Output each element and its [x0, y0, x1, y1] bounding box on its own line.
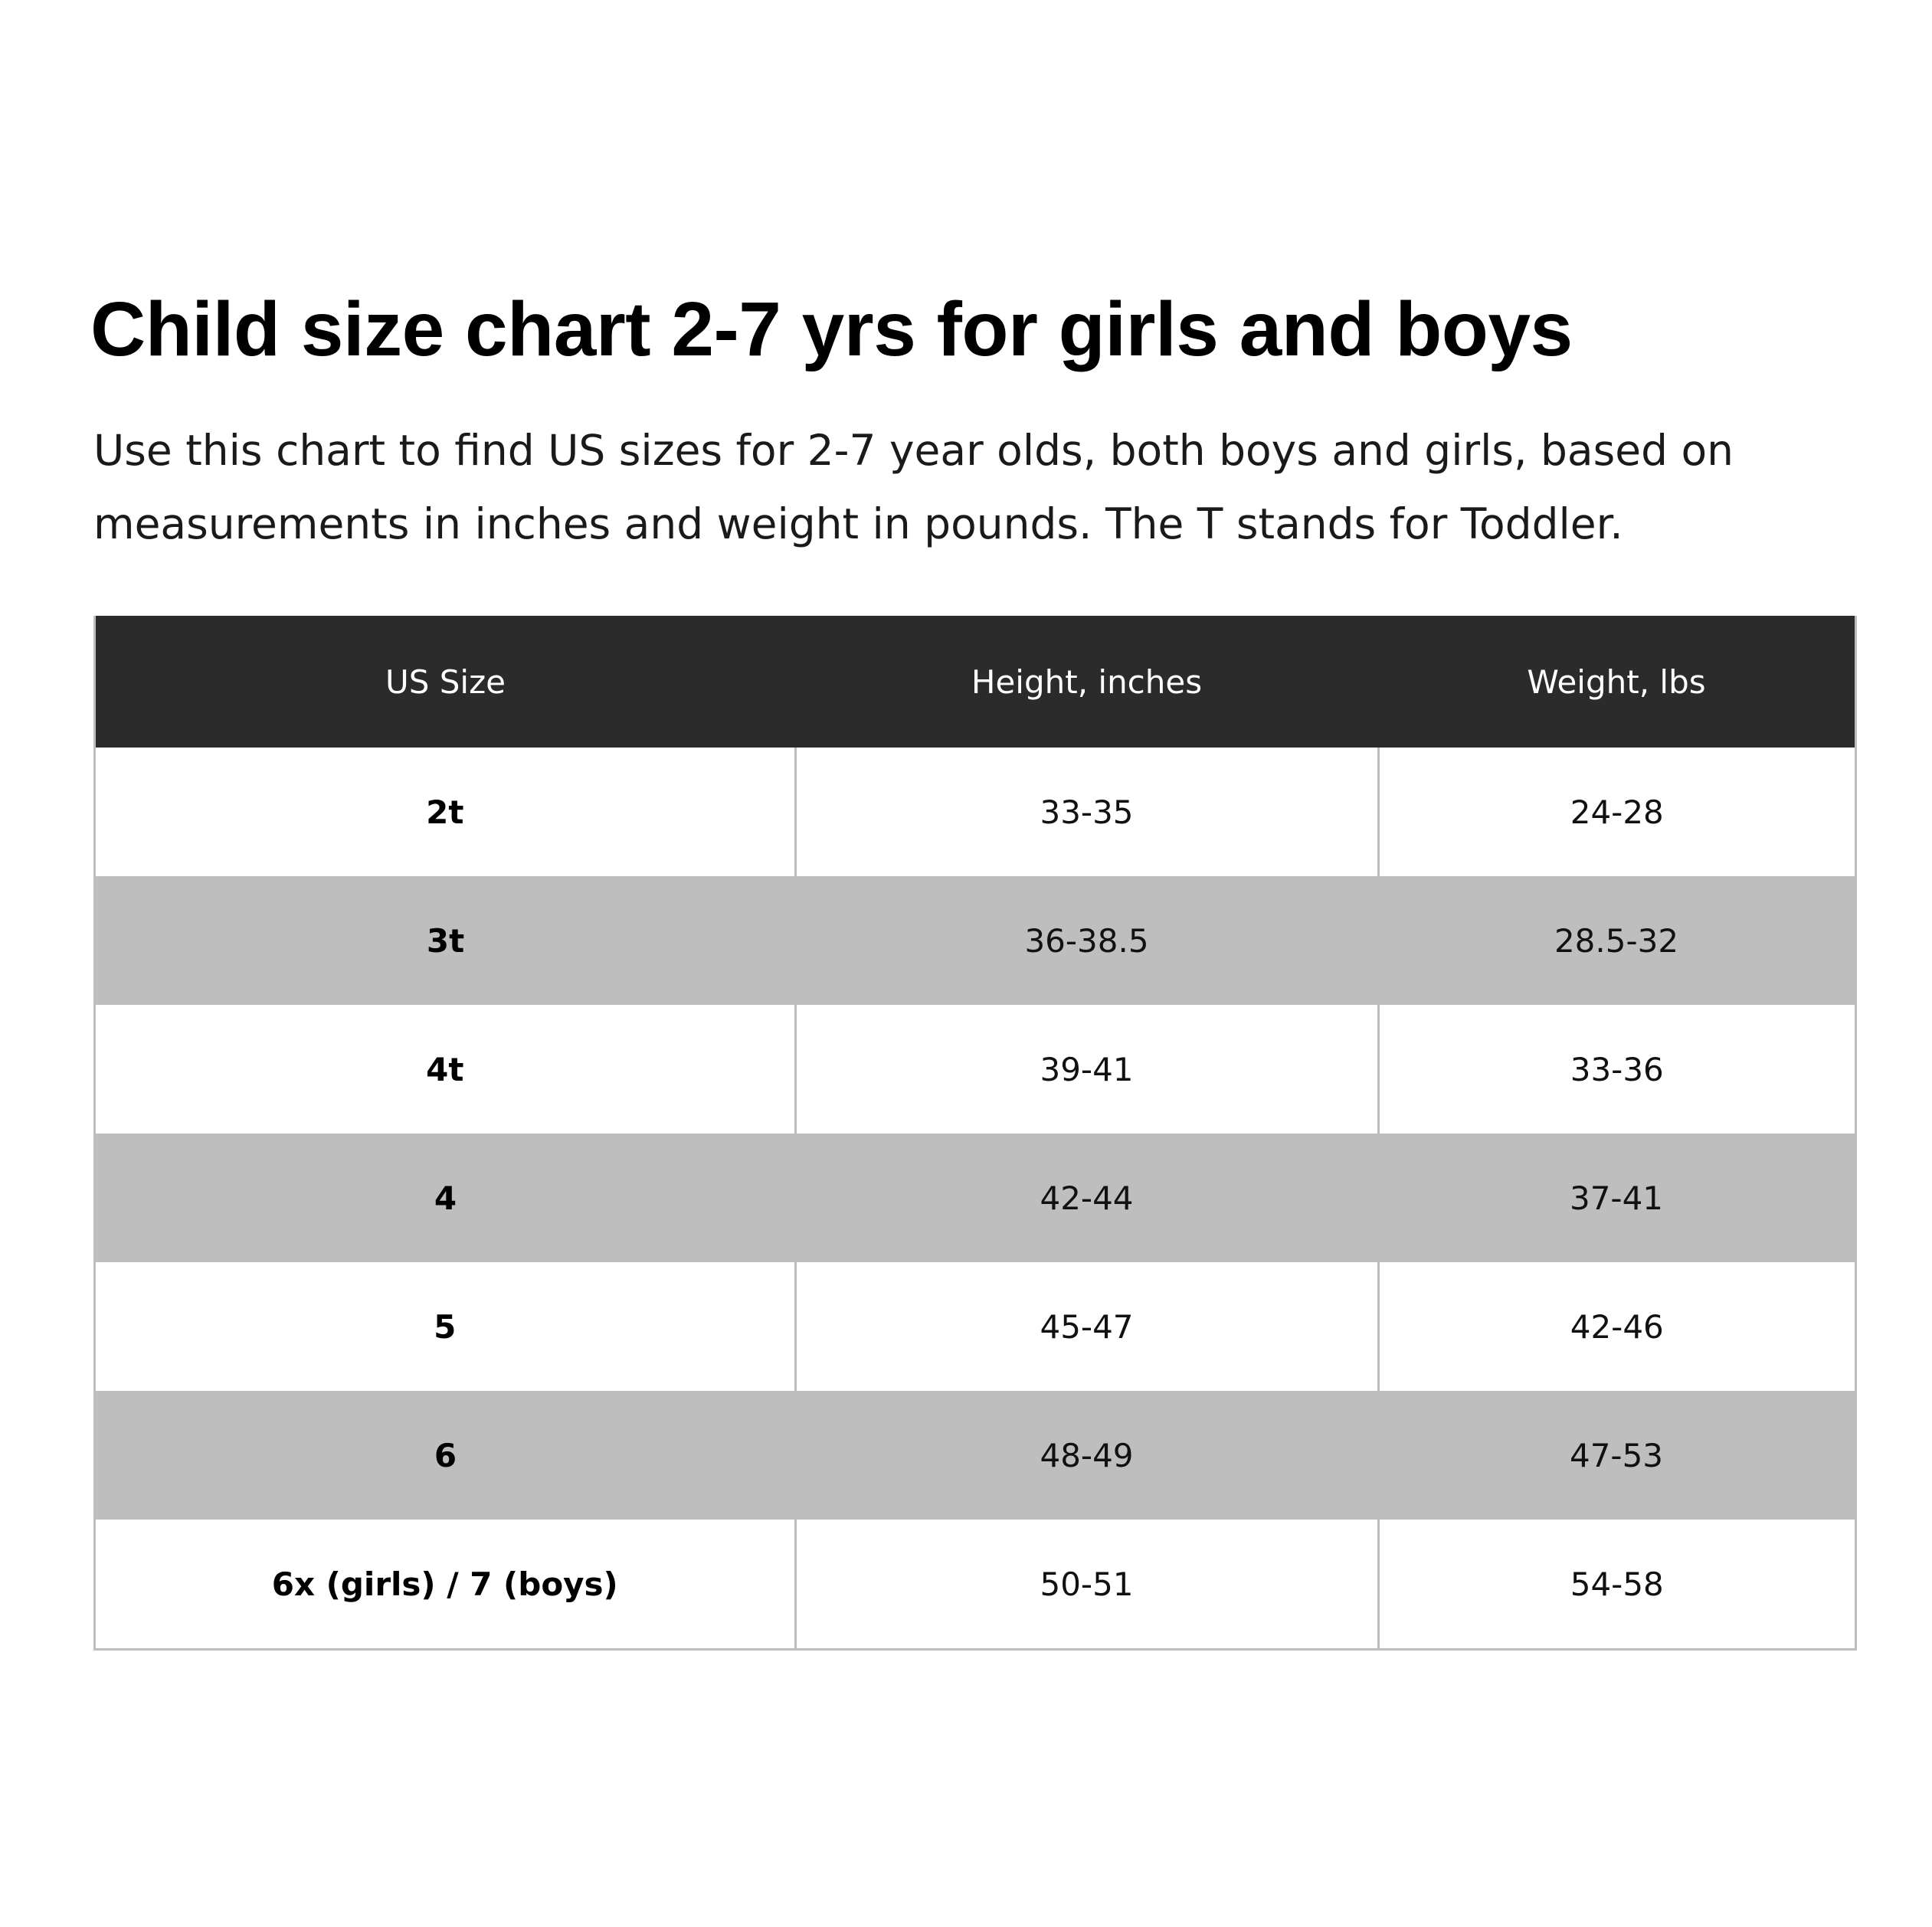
weight-cell: 47-53 — [1378, 1391, 1855, 1520]
size-cell: 3t — [96, 876, 795, 1005]
size-cell: 6x (girls) / 7 (boys) — [96, 1520, 795, 1648]
size-cell: 2t — [96, 748, 795, 876]
table-row — [96, 1134, 1855, 1262]
table-row — [96, 1262, 1855, 1391]
weight-cell: 54-58 — [1378, 1520, 1855, 1648]
table-row — [96, 1391, 1855, 1520]
column-header-weight: Weight, lbs — [1378, 616, 1855, 748]
table-header — [96, 616, 1855, 748]
height-cell: 48-49 — [795, 1391, 1378, 1520]
size-cell: 6 — [96, 1391, 795, 1520]
column-header-height: Height, inches — [795, 616, 1378, 748]
page-description: Use this chart to find US sizes for 2-7 year olds, both boys and girls, based on measurements in inches and weight in pounds. The T stands for Toddler. — [93, 426, 1734, 548]
table-row — [96, 876, 1855, 1005]
weight-cell: 37-41 — [1378, 1134, 1855, 1262]
table-row — [96, 748, 1855, 876]
size-chart-table-container — [93, 616, 1857, 1651]
table-body — [96, 748, 1855, 1648]
height-cell: 39-41 — [795, 1005, 1378, 1134]
height-cell: 50-51 — [795, 1520, 1378, 1648]
height-cell: 33-35 — [795, 748, 1378, 876]
table-row — [96, 1520, 1855, 1648]
weight-cell: 28.5-32 — [1378, 876, 1855, 1005]
size-chart-table — [96, 616, 1855, 1648]
table-header-row — [96, 616, 1855, 748]
height-cell: 36-38.5 — [795, 876, 1378, 1005]
size-cell: 4t — [96, 1005, 795, 1134]
table-row — [96, 1005, 1855, 1134]
height-cell: 42-44 — [795, 1134, 1378, 1262]
size-cell: 5 — [96, 1262, 795, 1391]
size-cell: 4 — [96, 1134, 795, 1262]
height-cell: 45-47 — [795, 1262, 1378, 1391]
column-header-us-size: US Size — [96, 616, 795, 748]
page-title: Child size chart 2-7 yrs for girls and boys — [90, 286, 1573, 372]
weight-cell: 42-46 — [1378, 1262, 1855, 1391]
weight-cell: 24-28 — [1378, 748, 1855, 876]
weight-cell: 33-36 — [1378, 1005, 1855, 1134]
